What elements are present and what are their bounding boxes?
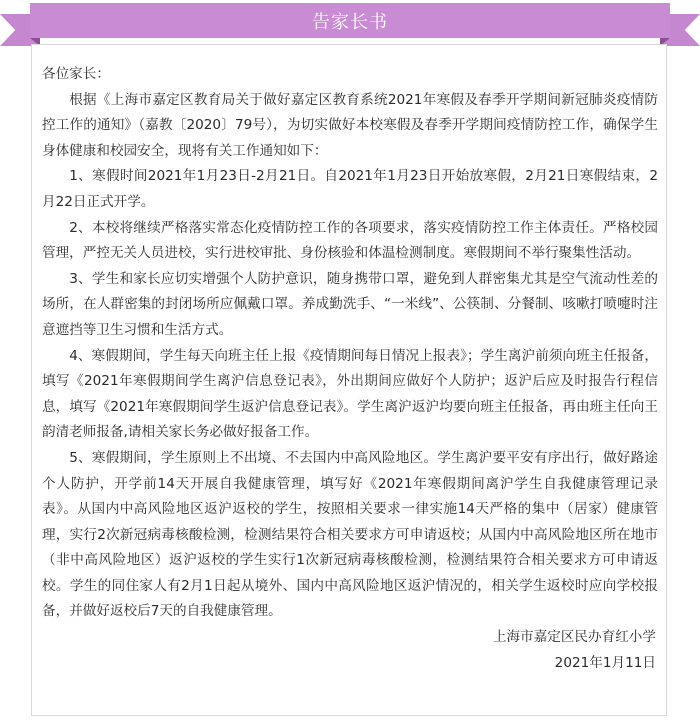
page-title: 告家长书 [312, 11, 388, 33]
intro-paragraph: 根据《上海市嘉定区教育局关于做好嘉定区教育系统2021年寒假及春季开学期间新冠肺炎疫情防控工作的通知》（嘉教〔2020〕79号），为切实做好本校寒假及春季开学期间疫情防控工作，确保学生身体健康和校园安全，现将有关工作通知如下： [42, 91, 658, 159]
item-3-paragraph: 3、学生和家长应切实增强个人防护意识，随身携带口罩，避免到人群密集尤其是空气流动性差的场所，在人群密集的封闭场所应佩戴口罩。养成勤洗手、“一米线”、公筷制、分餐制、咳嗽打喷嚏时注意遮挡等卫生习惯和生活方式。 [42, 270, 658, 338]
signature: 上海市嘉定区民办育红小学 [492, 629, 656, 646]
letter-date: 2021年1月11日 [554, 654, 656, 671]
item-4-paragraph: 4、寒假期间，学生每天向班主任上报《疫情期间每日情况上报表》；学生离沪前须向班主任报备，填写《2021年寒假期间学生离沪信息登记表》，外出期间应做好个人防护；返沪后应及时报告行程信息，填写《2021年寒假期间学生返沪信息登记表》。学生离沪返沪均要向班主任报备，再由班主任向王韵清老师报备,请相关家长务必做好报备工作。 [42, 347, 658, 441]
item-1-paragraph: 1、寒假时间2021年1月23日-2月21日。自2021年1月23日开始放寒假，2月21日寒假结束，2月22日正式开学。 [42, 168, 658, 210]
item-2-paragraph: 2、本校将继续严格落实常态化疫情防控工作的各项要求，落实疫情防控工作主体责任。严格校园管理，严控无关人员进校，实行进校审批、身份核验和体温检测制度。寒假期间不举行聚集性活动。 [42, 219, 658, 262]
letter-body [42, 62, 658, 676]
ribbon-band [30, 3, 670, 38]
item-5-paragraph: 5、寒假期间，学生原则上不出境、不去国内中高风险地区。学生离沪要平安有序出行，做好路途个人防护，开学前14天开展自我健康管理，填写好《2021年寒假期间离沪学生自我健康管理记录表》。从国内中高风险地区返沪返校的学生，按照相关要求一律实施14天严格的集中（居家）健康管理，实行2次新冠病毒核酸检测，检测结果符合相关要求方可申请返校；从国内中高风险地区所在地市（非中高风险地区）返沪返校的学生实行1次新冠病毒核酸检测，检测结果符合相关要求方可申请返校。学生的同住家人有2月1日起从境外、国内中高风险地区返沪情况的，相关学生返校时应向学校报备，并做好返校后7天的自我健康管理。 [42, 449, 658, 620]
salutation: 各位家长： [42, 66, 110, 82]
